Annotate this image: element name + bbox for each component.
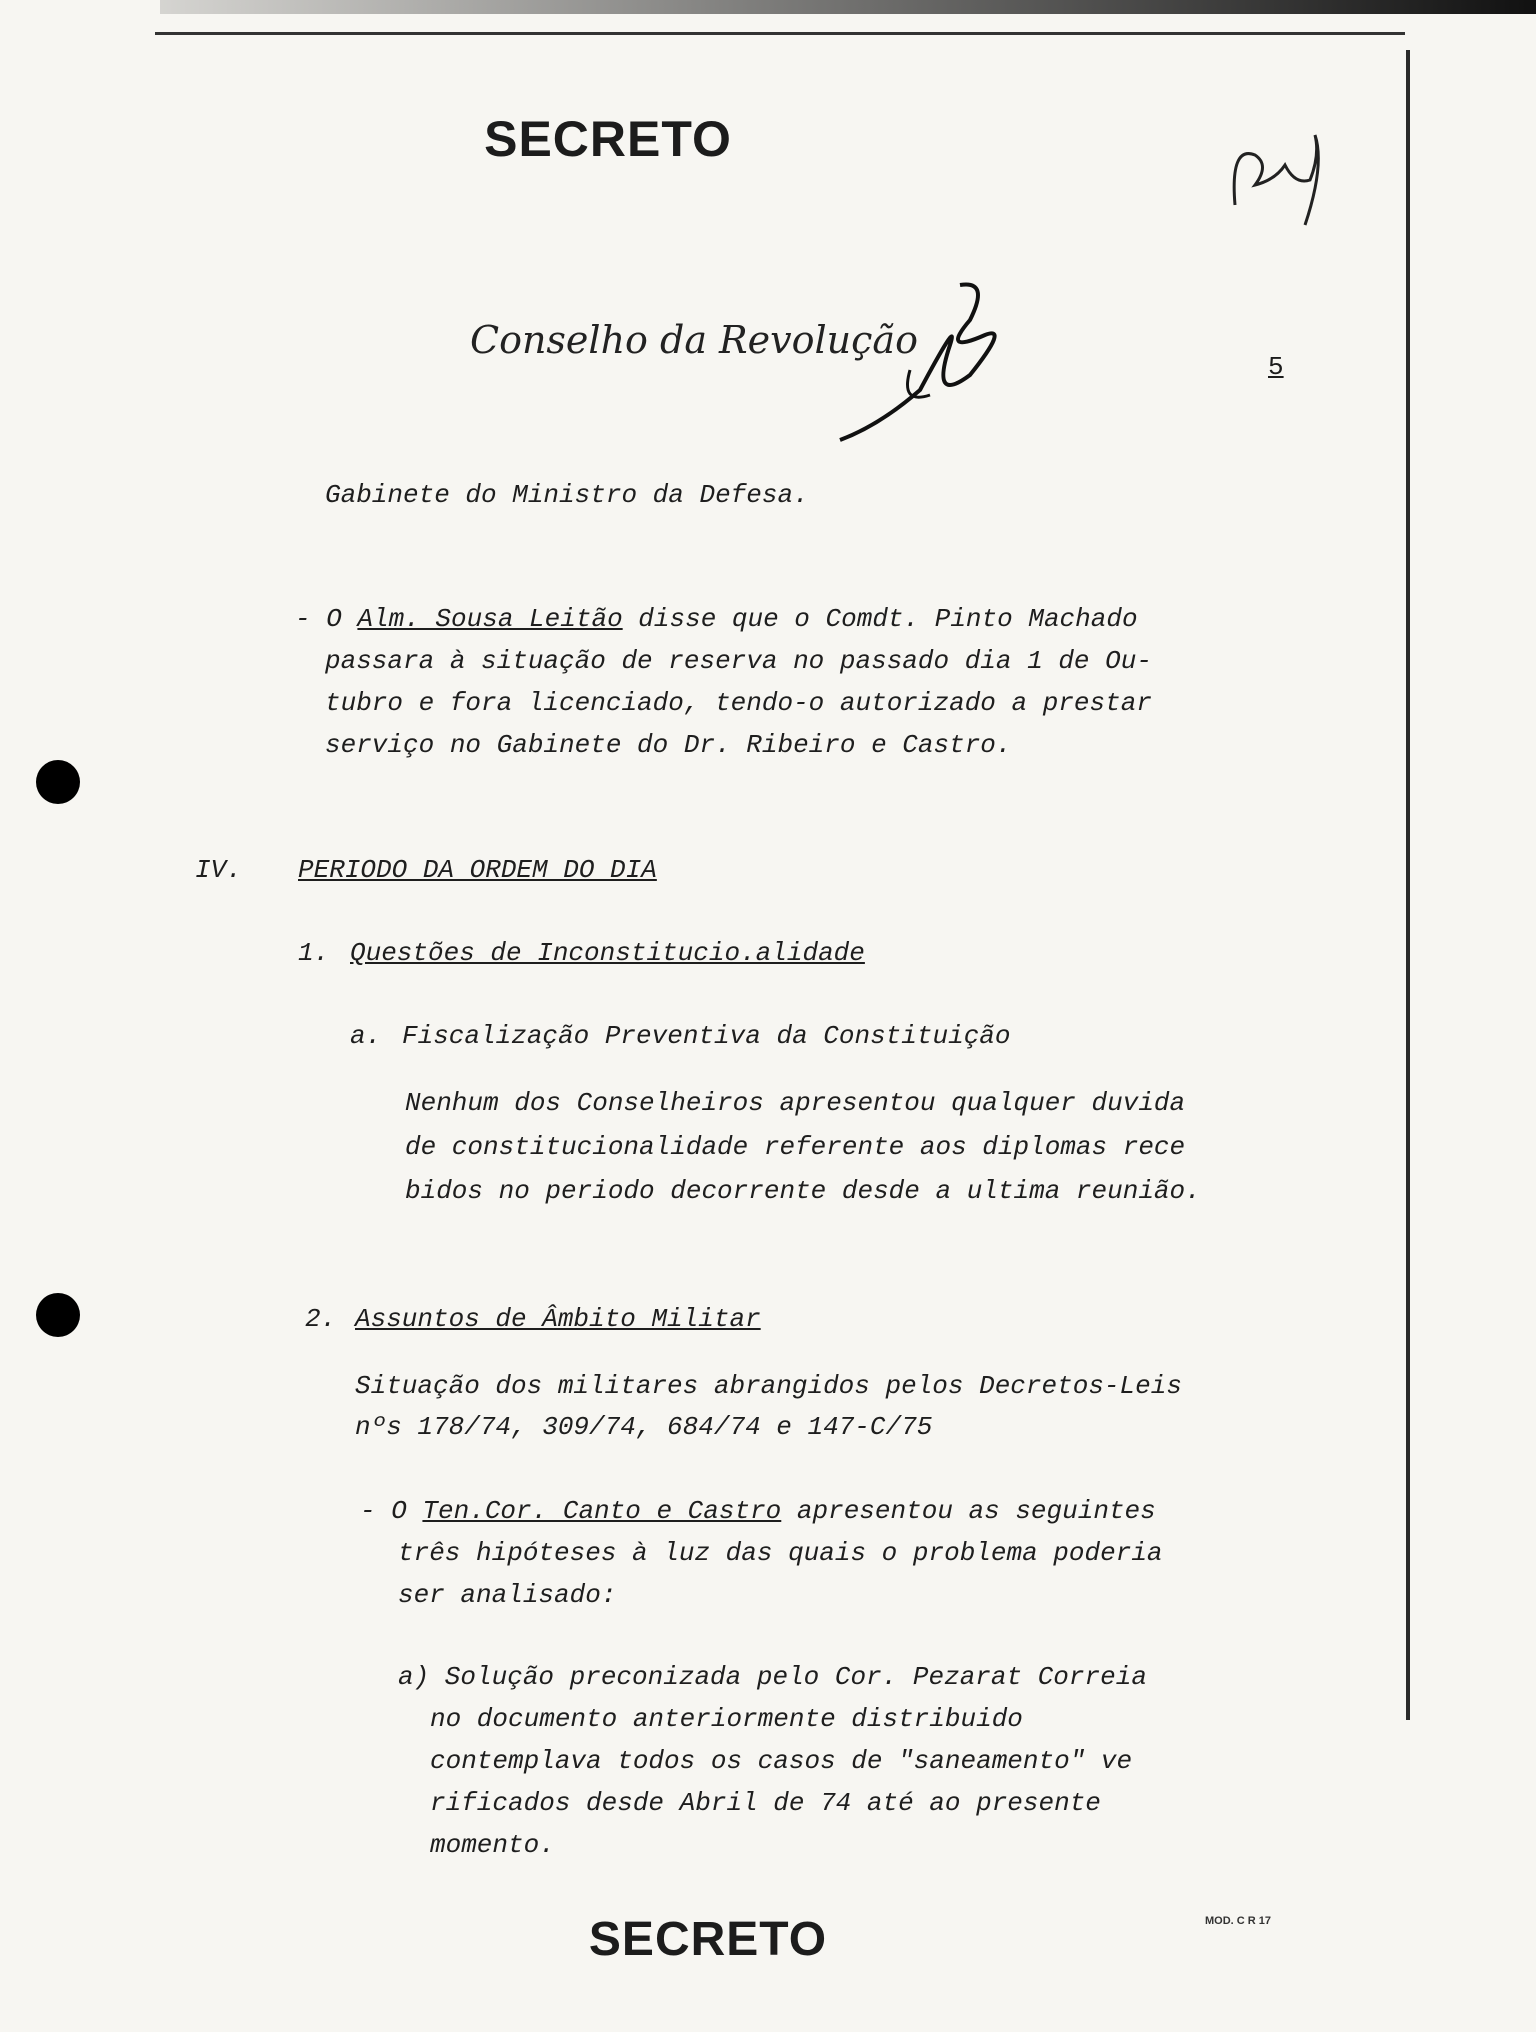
item-1a-label: a. [350,1021,382,1051]
item-1-number: 1. [298,938,330,968]
item-2-number: 2. [305,1304,337,1334]
section-number: IV. [195,855,242,885]
speaker-name-2: Ten.Cor. Canto e Castro [422,1496,782,1526]
item-1a-title: Fiscalização Preventiva da Constituição [402,1021,1011,1051]
page-number: 5 [1268,352,1284,382]
right-margin-rule [1406,50,1410,1720]
form-code: MOD. C R 17 [1205,1915,1272,1927]
item-1a-text-line-1: Nenhum dos Conselheiros apresentou qualquer duvida [405,1088,1186,1118]
item-2-text-line-1: Situação dos militares abrangidos pelos Decretos-Leis [355,1371,1182,1401]
item-2-text-line-2: nºs 178/74, 309/74, 684/74 e 147-C/75 [355,1412,933,1442]
scan-top-shadow [160,0,1536,14]
letterhead-title: Conselho da Revolução [470,318,918,362]
item-a-line-3: contemplava todos os casos de "saneamento" ve [430,1746,1133,1776]
section-title: PERIODO DA ORDEM DO DIA [298,855,657,885]
line-gabinete: Gabinete do Ministro da Defesa. [325,480,809,510]
speaker-name: Alm. Sousa Leitão [357,604,623,634]
classification-stamp-bottom: SECRETO [588,1913,828,1966]
item-a-line-1: a) Solução preconizada pelo Cor. Pezarat Correia [398,1662,1147,1692]
item-2-title: Assuntos de Âmbito Militar [355,1304,761,1334]
item-a-line-5: momento. [430,1830,555,1860]
paragraph-1-line-1: - O Alm. Sousa Leitão disse que o Comdt. Pinto Machado [295,604,1138,634]
punch-hole-bottom [36,1293,80,1337]
item-a-line-4: rificados desde Abril de 74 até ao presente [430,1788,1101,1818]
item-1-title: Questões de Inconstitucio.alidade [350,938,865,968]
handwritten-signature [820,275,1040,445]
handwritten-initials [1225,125,1335,235]
classification-stamp-top: SECRETO [484,111,732,167]
punch-hole-top [36,760,80,804]
paragraph-1-line-2: passara à situação de reserva no passado dia 1 de Ou- [325,646,1152,676]
top-rule [155,32,1405,35]
paragraph-1-line-4: serviço no Gabinete do Dr. Ribeiro e Castro. [325,730,1012,760]
paragraph-2-line-2: três hipóteses à luz das quais o problema poderia [398,1538,1163,1568]
paragraph-2-line-1: - O Ten.Cor. Canto e Castro apresentou as seguintes [360,1496,1156,1526]
paragraph-2-line-3: ser analisado: [398,1580,617,1610]
item-1a-text-line-3: bidos no periodo decorrente desde a ultima reunião. [405,1176,1201,1206]
item-1a-text-line-2: de constitucionalidade referente aos diplomas rece [405,1132,1186,1162]
paragraph-1-line-3: tubro e fora licenciado, tendo-o autorizado a prestar [325,688,1152,718]
item-a-line-2: no documento anteriormente distribuido [430,1704,1023,1734]
